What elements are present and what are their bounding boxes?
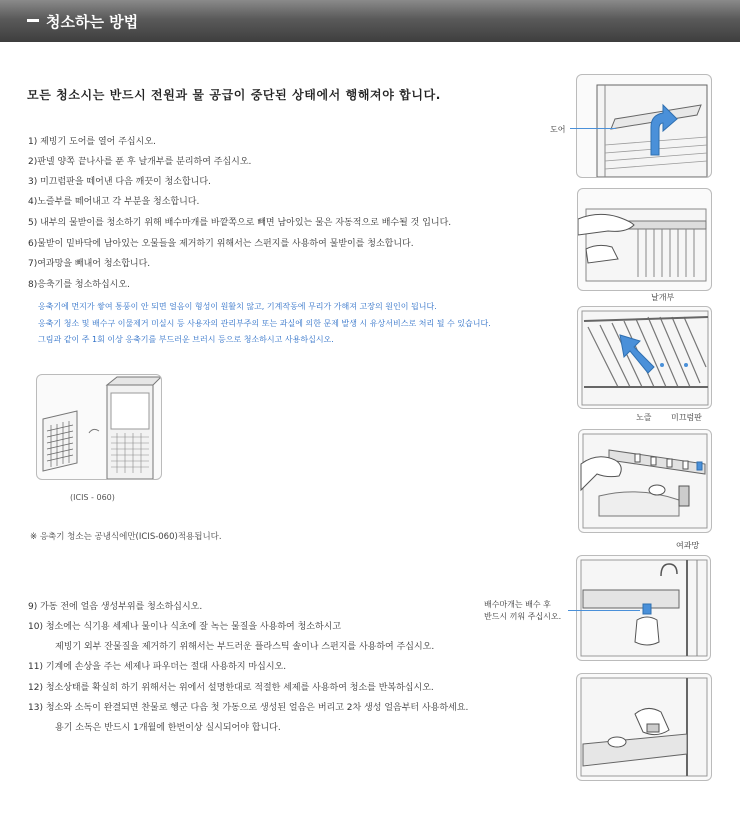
label-wing: 날개부 [651, 293, 675, 302]
step-11: 11) 기계에 손상을 주는 세제나 파우더는 절대 사용하지 마십시오. [28, 662, 287, 672]
step-2: 2)판넬 양쪽 끝나사를 푼 후 날개부를 분리하여 주십시오. [28, 157, 252, 167]
label-nozzle: 노즐 [636, 413, 652, 422]
section-title: 청소하는 방법 [46, 13, 139, 31]
step-3: 3) 미끄럼판을 떼어낸 다음 깨끗이 청소합니다. [28, 177, 211, 187]
drain-plug-drawing [577, 556, 710, 660]
step-1: 1) 제빙기 도어를 열어 주십시오. [28, 137, 156, 147]
step-8: 8)응축기를 청소하십시오. [28, 280, 130, 290]
label-door: 도어 [550, 125, 566, 134]
step-13-detail: 용기 소독은 반드시 1개월에 한번이상 실시되어야 합니다. [55, 723, 281, 733]
condenser-illustration [36, 374, 162, 480]
section-header [0, 0, 740, 42]
door-illustration [576, 74, 712, 178]
wing-illustration [577, 188, 712, 291]
filter-illustration [578, 429, 712, 533]
step-4: 4)노즐부를 떼어내고 각 부분을 청소합니다. [28, 197, 200, 207]
step-5: 5) 내부의 물받이를 청소하기 위해 배수마개를 바깥쪽으로 빼면 남아있는 물은 자동적으로 배수될 것 입니다. [28, 218, 452, 228]
drain-plug-illustration [576, 555, 711, 661]
step-10-detail: 제빙기 외부 잔물질을 제거하기 위해서는 부드러운 플라스틱 솔이나 스펀지를 사용하여 주십시오. [55, 642, 435, 652]
label-drain-note-2: 반드시 끼워 주십시오. [484, 612, 562, 621]
label-filter: 여과망 [676, 541, 700, 550]
main-notice: 모든 청소시는 반드시 전원과 물 공급이 중단된 상태에서 행해져야 합니다. [27, 88, 441, 102]
condenser-note-2: 응축기 청소 및 배수구 이물제거 미실시 등 사용자의 관리부주의 또는 과실에 의한 문제 발생 시 유상서비스로 처리 될 수 있습니다. [38, 319, 491, 328]
sponge-cleaning-illustration [576, 673, 712, 781]
step-13: 13) 청소와 소독이 완결되면 찬물로 헹군 다음 첫 가동으로 생성된 얼음은 버리고 2차 생성 얼음부터 사용하세요. [28, 703, 469, 713]
step-9: 9) 가동 전에 얼음 생성부위를 청소하십시오. [28, 602, 203, 612]
condenser-drawing [37, 375, 161, 479]
header-dash [27, 19, 39, 22]
step-12: 12) 청소상태를 확실히 하기 위해서는 위에서 설명한대로 적절한 세제를 사용하여 청소를 반복하십시오. [28, 683, 434, 693]
label-drain-note-1: 배수마개는 배수 후 [484, 600, 551, 609]
step-6: 6)물받이 밑바닥에 남아있는 오물들을 제거하기 위해서는 스펀지를 사용하여 물받이를 청소합니다. [28, 239, 414, 249]
filter-drawing [579, 430, 711, 532]
sponge-cleaning-drawing [577, 674, 711, 780]
door-drawing [577, 75, 711, 177]
wing-drawing [578, 189, 711, 290]
slide-plate-drawing [578, 307, 711, 408]
step-10: 10) 청소에는 식기용 세제나 물이나 식초에 잘 녹는 물질을 사용하여 청소하시고 [28, 622, 342, 632]
leader-line-door [570, 128, 616, 129]
leader-line-drain [568, 610, 640, 611]
model-note: ※ 응축기 청소는 공냉식에만(ICIS-060)적용됩니다. [30, 532, 222, 542]
label-slide-plate: 미끄럼판 [671, 413, 702, 422]
slide-plate-illustration [577, 306, 712, 409]
condenser-note-3: 그림과 같이 주 1회 이상 응축기를 부드러운 브러시 등으로 청소하시고 사용하십시오. [38, 335, 334, 344]
condenser-note-1: 응축기에 먼지가 쌓여 통풍이 안 되면 얼음이 형성이 원활치 않고, 기계작동에 무리가 가해져 고장의 원인이 됩니다. [38, 302, 437, 311]
step-7: 7)여과망을 빼내어 청소합니다. [28, 259, 151, 269]
figure-caption: (ICIS - 060) [70, 493, 115, 502]
